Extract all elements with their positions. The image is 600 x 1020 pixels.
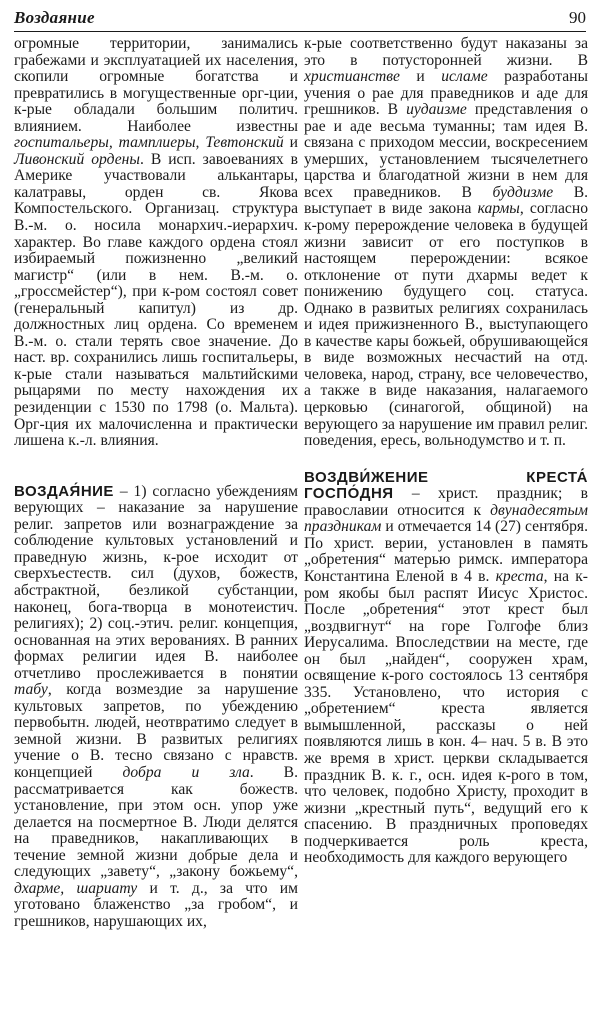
term-italic: исламе <box>441 68 488 86</box>
term-italic: христианстве <box>304 68 400 86</box>
term-italic: добра и зла <box>122 763 250 781</box>
term-italic: иудаизме <box>406 101 467 119</box>
text: , на к-ром якобы был распят Иисус Христос. После „обретения“ этот крест был „воздвигнут“ на горе Голгофе близ Иерусалима. Впоследствии на месте, где он был „найден“, сооружен храм, освящение к-рого состоялось 13 сентября 335. Установлено, что история с „обретением“ креста является вымышленной, рассказы о ней появляются лишь в кон. 4– нач. 5 в. В это же время в христ. церкви складывается праздник В. к. г., осн. идея к-рого в том, что человек, подобно Христу, проходит в жизни „крестный путь“, ведущий его к спасению. В праздничных проповедях подчеркивается роль креста, необходимость для каждого верующего <box>304 567 589 867</box>
right-column <box>304 36 588 867</box>
term-italic: двунадесятым праздникам <box>304 501 588 536</box>
text: . В исп. завоеваниях в Америке участвовали алькантары, калатравы, орден св. Якова Компостельского. Организац. структура В.-м. о. носила монархич.-иерархич. характер. Во главе каждого ордена стоял избираемый пожизненно „великий магистр“ (или в нем. В.-м. о. „гроссмейстер“), при к-ром состоял совет (генеральный капитул) из др. должностных лиц ордена. Со временем В.-м. о. стали терять свое значение. До наст. вр. сохранились лишь госпитальеры, к-рые стали называться мальтийскими рыцарями по месту нахождения их резиденции с 1530 по 1798 (о. Мальта). Орг-ция их малочисленна и практически лишена к.-л. влияния. <box>14 150 298 450</box>
text: и отмечается 14 (27) сентября. По христ. верии, установлен в память „обретения“ матерью римск. императора Константина Еленой в 4 в. <box>304 518 588 585</box>
text: , согласно к-рому перерождение человека в будущей жизни зависит от его поступков в настоящем перерождении: всякое отклонение от пути дхармы ведет к понижению будущего соц. статуса. Однако в развитых религиях сохранилась и идея прижизненного В., выступающего в качестве кары божьей, обрушивающейся в виде возможных несчастий на отд. человека, народ, страну, все человечество, а также в виде наказания, налагаемого церковью (синагогой, общиной) на верующего за нарушение им правил религ. поведения, ересь, вольнодумство и т. п. <box>304 200 588 450</box>
page-number: 90 <box>569 8 586 27</box>
paragraph-gap <box>14 450 298 484</box>
running-head <box>14 8 586 32</box>
text: – 1) согласно убеждениям верующих – наказание за нарушение религ. запретов или вознаграждение за соблюдение культовых установлений и праведную жизнь, к-рое исходит от сверхъестеств. сил (духов, божеств, абстрактной, безликой субстанции, наконец, бога-творца в монотеистич. религиях); 2) соц.-этич. религ. концепция, основанная на этих верованиях. В ранних формах религии идея В. наиболее отчетливо прослеживается в понятии <box>14 482 298 682</box>
paragraph-orders-continued <box>14 36 298 450</box>
entry-vozdvizhenie <box>304 470 588 867</box>
entry-vozdayanie-continued <box>304 36 588 450</box>
entry-vozdayanie <box>14 484 298 931</box>
term-italic: буддизме <box>492 183 554 201</box>
text: и т. д., за что им уготовано блаженство „за гробом“, и грешников, нарушающих их, <box>14 879 298 930</box>
term-italic: кармы <box>477 200 520 218</box>
term-italic: госпитальеры, тамплиеры, Тевтонский <box>14 134 284 152</box>
text: разработаны учения о рае для праведников и аде для грешников. В <box>304 68 588 119</box>
text: представления о рае и аде весьма туманны; там идея В. связана с приходом мессии, воскресением умерших, установлением тысячелетнего царства и благодатной жизни в нем для всех праведников. В <box>304 101 588 201</box>
term-italic: креста <box>495 567 544 585</box>
text: , когда возмездие за нарушение культовых запретов, по убеждению первобытн. людей, неотвратимо следует в земной жизни. В развитых религиях учение о В. тесно связано с нравств. концепцией <box>14 681 298 781</box>
entry-headword: ВОЗДАЯ́НИЕ <box>14 482 114 500</box>
text: и <box>399 68 442 86</box>
text: . В. рассматривается как божеств. установление, при этом осн. упор уже делается на посмертное В. Люди делятся на праведников, накапливающих в течение земной жизни добрые дела и следующих „заветy“, „закону божьему“, <box>14 763 298 881</box>
term-italic: дхарме, шариату <box>14 879 138 897</box>
paragraph-gap <box>304 450 588 470</box>
entry-headword: ВОЗДВИ́ЖЕНИЕ КРЕСТА́ ГОСПО́ДНЯ <box>304 468 588 503</box>
header-rule <box>14 31 586 32</box>
section-title: Воздаяние <box>14 8 95 27</box>
text: В. выступает в виде закона <box>304 183 588 218</box>
text: к-рые соответственно будут наказаны за это в потусторонней жизни. В <box>304 35 588 69</box>
left-column <box>14 36 298 930</box>
text: огромные территории, занимались грабежами и эксплуатацией их населения, скопили огромные богатства и превратились в могущественные орг-ции, к-рые обладали большим политич. влиянием. Наиболее известны <box>14 35 298 135</box>
term-italic: табу <box>14 681 48 699</box>
text: – христ. праздник; в православии относится к <box>304 485 588 519</box>
term-italic: Ливонский ордены <box>14 150 140 168</box>
text: и <box>283 134 298 152</box>
